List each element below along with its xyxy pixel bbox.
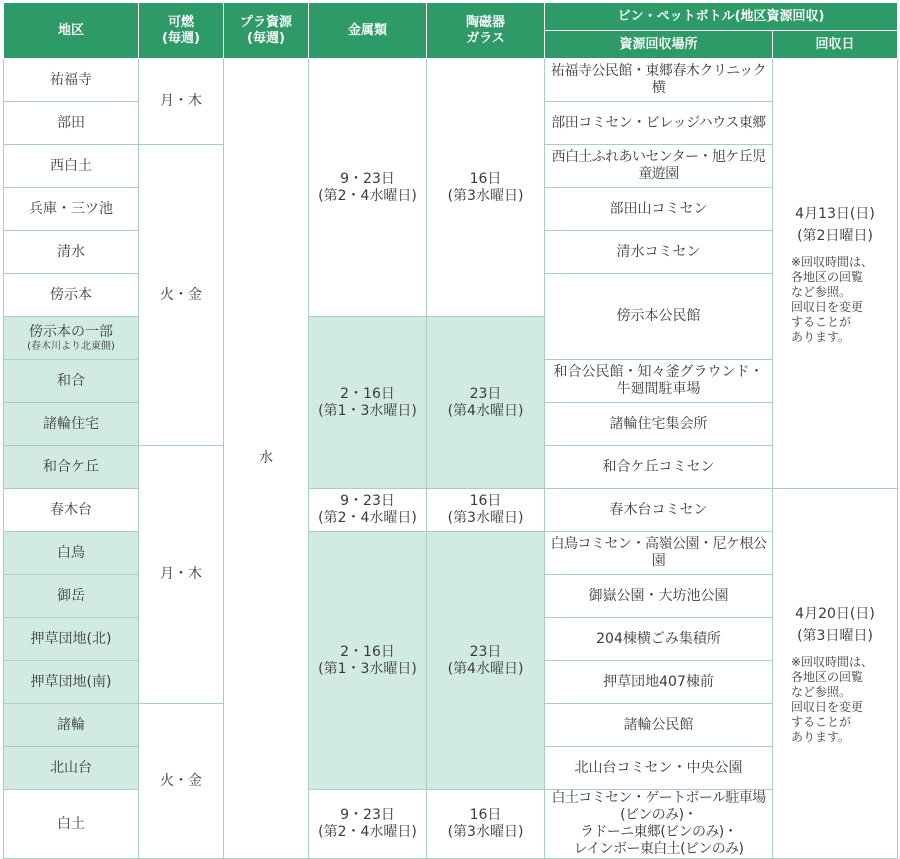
header-bottles: ビン・ペットボトル(地区資源回収) xyxy=(545,3,898,31)
header-district: 地区 xyxy=(4,3,139,59)
metal-cell: 9・23日 (第2・4水曜日) xyxy=(309,489,427,532)
district-cell: 傍示本の一部 (春木川より北東側) xyxy=(4,317,139,360)
location-cell: 押草団地407棟前 xyxy=(545,661,773,704)
location-cell: 部田コミセン・ビレッジハウス東郷 xyxy=(545,102,773,145)
district-cell: 傍示本 xyxy=(4,274,139,317)
header-metal: 金属類 xyxy=(309,3,427,59)
burnable-cell: 月・木 xyxy=(139,59,224,145)
burnable-cell: 火・金 xyxy=(139,145,224,446)
location-cell: 西白土ふれあいセンター・旭ケ丘児童遊園 xyxy=(545,145,773,188)
district-cell: 清水 xyxy=(4,231,139,274)
location-cell: 和合ケ丘コミセン xyxy=(545,446,773,489)
location-cell: 白土コミセン・ゲートボール駐車場(ビンのみ)・ ラドーニ東郷(ビンのみ)・ レインボー東白土(ビンのみ) xyxy=(545,790,773,859)
location-cell: 204棟横ごみ集積所 xyxy=(545,618,773,661)
ceramic-cell: 16日 (第3水曜日) xyxy=(427,790,545,859)
district-cell: 祐福寺 xyxy=(4,59,139,102)
header-location: 資源回収場所 xyxy=(545,31,773,59)
date-cell-first: 4月13日(日) (第2日曜日) ※回収時間は、 各地区の回覧 など参照。 回収日を変更 することが あります。 xyxy=(773,59,898,489)
collection-note: ※回収時間は、 各地区の回覧 など参照。 回収日を変更 することが あります。 xyxy=(791,254,874,344)
location-cell: 御嶽公園・大坊池公園 xyxy=(545,575,773,618)
metal-cell: 9・23日 (第2・4水曜日) xyxy=(309,790,427,859)
district-cell: 部田 xyxy=(4,102,139,145)
header-burnable: 可燃 (毎週) xyxy=(139,3,224,59)
location-cell: 春木台コミセン xyxy=(545,489,773,532)
location-cell: 諸輪公民館 xyxy=(545,704,773,747)
metal-cell: 9・23日 (第2・4水曜日) xyxy=(309,59,427,317)
location-cell: 北山台コミセン・中央公園 xyxy=(545,747,773,790)
header-date: 回収日 xyxy=(773,31,898,59)
district-cell: 諸輪 xyxy=(4,704,139,747)
burnable-cell: 火・金 xyxy=(139,704,224,859)
collection-schedule-table xyxy=(3,2,898,859)
location-cell: 部田山コミセン xyxy=(545,188,773,231)
ceramic-cell: 16日 (第3水曜日) xyxy=(427,59,545,317)
header-ceramic: 陶磁器 ガラス xyxy=(427,3,545,59)
date-cell-second: 4月20日(日) (第3日曜日) ※回収時間は、 各地区の回覧 など参照。 回収日を変更 することが あります。 xyxy=(773,489,898,859)
metal-cell: 2・16日 (第1・3水曜日) xyxy=(309,532,427,790)
district-cell: 西白土 xyxy=(4,145,139,188)
header-plastic: プラ資源 (毎週) xyxy=(224,3,309,59)
district-cell: 押草団地(北) xyxy=(4,618,139,661)
district-cell: 白鳥 xyxy=(4,532,139,575)
district-cell: 北山台 xyxy=(4,747,139,790)
collection-note: ※回収時間は、 各地区の回覧 など参照。 回収日を変更 することが あります。 xyxy=(791,654,874,744)
plastic-cell: 水 xyxy=(224,59,309,859)
district-cell: 白土 xyxy=(4,790,139,859)
metal-cell: 2・16日 (第1・3水曜日) xyxy=(309,317,427,489)
district-cell: 和合 xyxy=(4,360,139,403)
ceramic-cell: 23日 (第4水曜日) xyxy=(427,317,545,489)
location-cell: 祐福寺公民館・東郷春木クリニック横 xyxy=(545,59,773,102)
ceramic-cell: 16日 (第3水曜日) xyxy=(427,489,545,532)
location-cell: 諸輪住宅集会所 xyxy=(545,403,773,446)
location-cell: 白鳥コミセン・高嶺公園・尼ケ根公園 xyxy=(545,532,773,575)
district-cell: 兵庫・三ツ池 xyxy=(4,188,139,231)
district-cell: 押草団地(南) xyxy=(4,661,139,704)
district-cell: 御岳 xyxy=(4,575,139,618)
district-cell: 春木台 xyxy=(4,489,139,532)
location-cell: 傍示本公民館 xyxy=(545,274,773,360)
location-cell: 清水コミセン xyxy=(545,231,773,274)
location-cell: 和合公民館・知々釜グラウンド・ 牛廻間駐車場 xyxy=(545,360,773,403)
district-cell: 和合ケ丘 xyxy=(4,446,139,489)
district-cell: 諸輪住宅 xyxy=(4,403,139,446)
burnable-cell: 月・木 xyxy=(139,446,224,704)
ceramic-cell: 23日 (第4水曜日) xyxy=(427,532,545,790)
